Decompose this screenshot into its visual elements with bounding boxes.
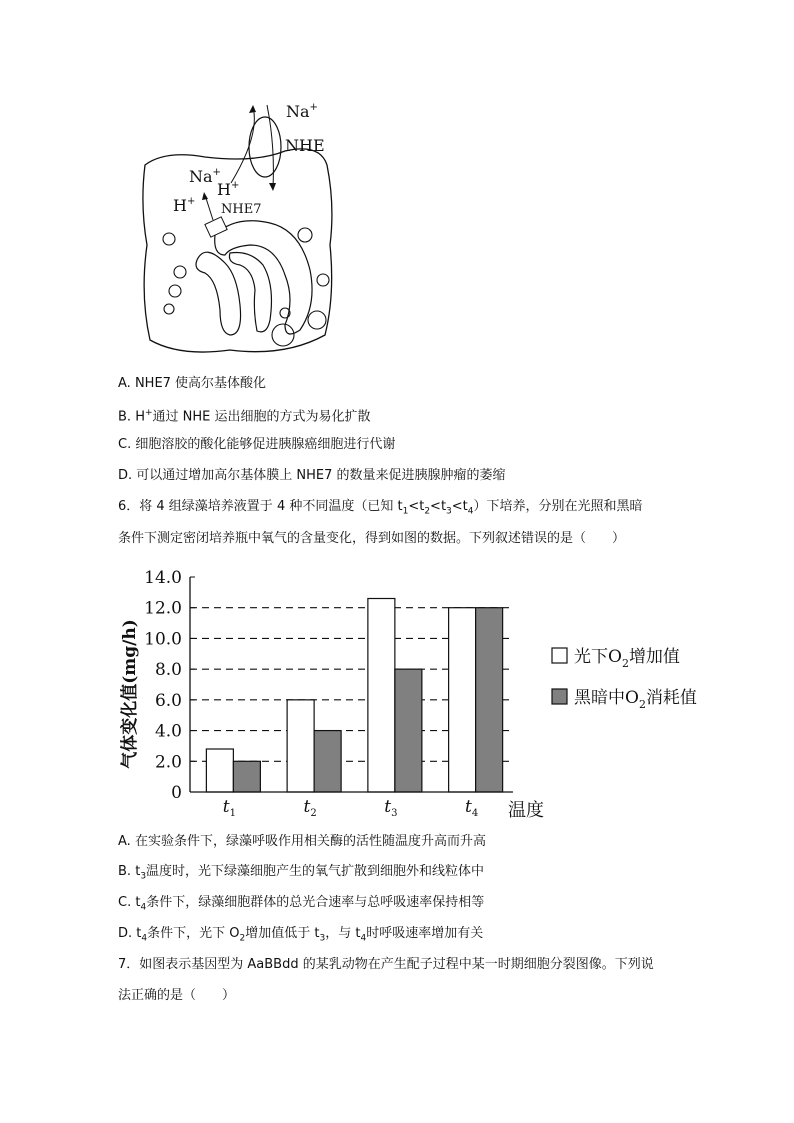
x-axis-label: 温度 <box>508 800 544 821</box>
x-tick-label: $t_1$ <box>222 797 236 819</box>
svg-text:H+: H+ <box>173 196 196 215</box>
golgi-apparatus <box>196 221 312 335</box>
q5-option-d: D. 可以通过增加高尔基体膜上 NHE7 的数量来促进胰腺肿瘤的萎缩 <box>118 468 506 483</box>
bar-dark-t3 <box>395 669 422 792</box>
svg-text:Na+: Na+ <box>286 102 318 121</box>
x-tick-label: $t_4$ <box>465 797 479 819</box>
q7-stem-line2: 法正确的是（ ） <box>118 988 236 1003</box>
legend-label-dark: 黑暗中$O_2$消耗值 <box>574 688 697 711</box>
bar-dark-t2 <box>314 731 341 792</box>
q5-option-a: A. NHE7 使高尔基体酸化 <box>118 376 267 391</box>
legend-label-light: 光下$O_2$增加值 <box>574 647 680 670</box>
cell-diagram <box>135 95 365 360</box>
svg-text:NHE: NHE <box>285 136 325 155</box>
bar-dark-t1 <box>233 761 260 792</box>
svg-text:Na+: Na+ <box>189 167 221 186</box>
y-tick-label: 6.0 <box>154 690 182 711</box>
nhe7-transporter <box>205 217 227 237</box>
q6-stem-line2: 条件下测定密闭培养瓶中氧气的含量变化，得到如图的数据。下列叙述错误的是（ ） <box>118 531 626 546</box>
y-tick-label: 4.0 <box>154 721 182 742</box>
bar-light-t1 <box>206 749 233 792</box>
y-tick-label: 0 <box>171 783 182 803</box>
y-tick-label: 14.0 <box>144 568 182 588</box>
y-tick-label: 2.0 <box>154 752 182 773</box>
svg-text:H+: H+ <box>217 180 240 199</box>
q6-option-c: C. $t_4$条件下，绿藻细胞群体的总光合速率与总呼吸速率保持相等 <box>118 895 485 913</box>
oxygen-bar-chart <box>115 562 735 827</box>
x-tick-label: $t_3$ <box>384 797 398 819</box>
x-tick-label: $t_2$ <box>303 797 317 819</box>
q5-option-b: B. H+通过 NHE 运出细胞的方式为易化扩散 <box>118 408 371 425</box>
q7-stem-line1: 7．如图表示基因型为 AaBBdd 的某乳动物在产生配子过程中某一时期细胞分裂图像。下列说 <box>118 957 654 972</box>
y-tick-label: 12.0 <box>144 598 182 619</box>
q5-option-c: C. 细胞溶胶的酸化能够促进胰腺癌细胞进行代谢 <box>118 437 396 452</box>
bar-dark-t4 <box>476 608 503 792</box>
q6-option-b: B. $t_3$温度时，光下绿藻细胞产生的氧气扩散到细胞外和线粒体中 <box>118 864 485 882</box>
legend-swatch-light <box>552 648 567 663</box>
q6-stem-line1: 6．将 4 组绿藻培养液置于 4 种不同温度（已知 $t_1<t_2<t_3<t_4$）下培养，分别在光照和黑暗 <box>118 499 643 517</box>
bar-light-t4 <box>449 608 476 792</box>
q6-option-d: D. $t_4$条件下，光下 $O_2$增加值低于 $t_3$，与 $t_4$时呼吸速率增加有关 <box>118 926 484 944</box>
bar-light-t2 <box>287 700 314 792</box>
bar-light-t3 <box>368 599 395 793</box>
svg-text:NHE7: NHE7 <box>221 202 262 217</box>
y-tick-label: 8.0 <box>154 660 182 681</box>
legend-swatch-dark <box>552 689 567 704</box>
q6-option-a: A. 在实验条件下，绿藻呼吸作用相关酶的活性随温度升高而升高 <box>118 834 486 849</box>
y-axis-label: 气体变化值(mg/h) <box>120 619 140 769</box>
y-tick-label: 10.0 <box>144 629 182 650</box>
